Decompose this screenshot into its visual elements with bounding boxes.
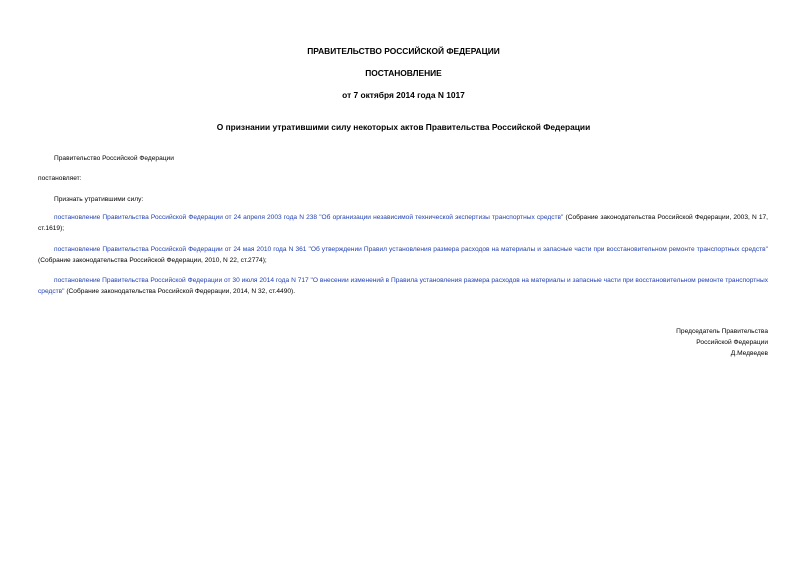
document-link[interactable]: постановление Правительства Российской Федерации от 24 апреля 2003 года N 238 "Об организации независимой технической экспертизы транспортных средств" (54, 214, 564, 221)
document-link[interactable]: постановление Правительства Российской Федерации от 30 июля 2014 года N 717 "О внесении изменений в Правила установления размера расходов на материалы и запасные части при восстановительном ремонте транспортных средств" (38, 277, 768, 295)
date-number-heading: от 7 октября 2014 года N 1017 (342, 90, 465, 100)
list-item (38, 212, 768, 234)
document-title: О признании утратившими силу некоторых актов Правительства Российской Федерации (216, 122, 591, 132)
citation-text: (Собрание законодательства Российской Федерации, 2014, N 32, ст.4490). (64, 288, 296, 295)
decides-text: постановляет: (38, 175, 82, 182)
signature-name: Д.Медведев (730, 350, 768, 357)
document-type-heading: ПОСТАНОВЛЕНИЕ (365, 68, 442, 78)
signature-block (676, 326, 768, 359)
list-item (38, 244, 768, 266)
citation-text: (Собрание законодательства Российской Федерации, 2003, N 17, ст.1619); (38, 214, 768, 232)
list-item (38, 275, 768, 297)
document-link[interactable]: постановление Правительства Российской Федерации от 24 мая 2010 года N 361 "Об утверждении Правил установления размера расходов на материалы и запасные части при восстановительном ремонте транспортных средств" (54, 246, 768, 253)
recognize-text: Признать утратившими силу: (54, 196, 144, 203)
citation-text: (Собрание законодательства Российской Федерации, 2010, N 22, ст.2774); (38, 257, 267, 264)
government-heading: ПРАВИТЕЛЬСТВО РОССИЙСКОЙ ФЕДЕРАЦИИ (307, 46, 500, 56)
signature-position: Председатель Правительства (676, 328, 768, 335)
intro-text: Правительство Российской Федерации (54, 155, 174, 162)
signature-organization: Российской Федерации (696, 339, 768, 346)
